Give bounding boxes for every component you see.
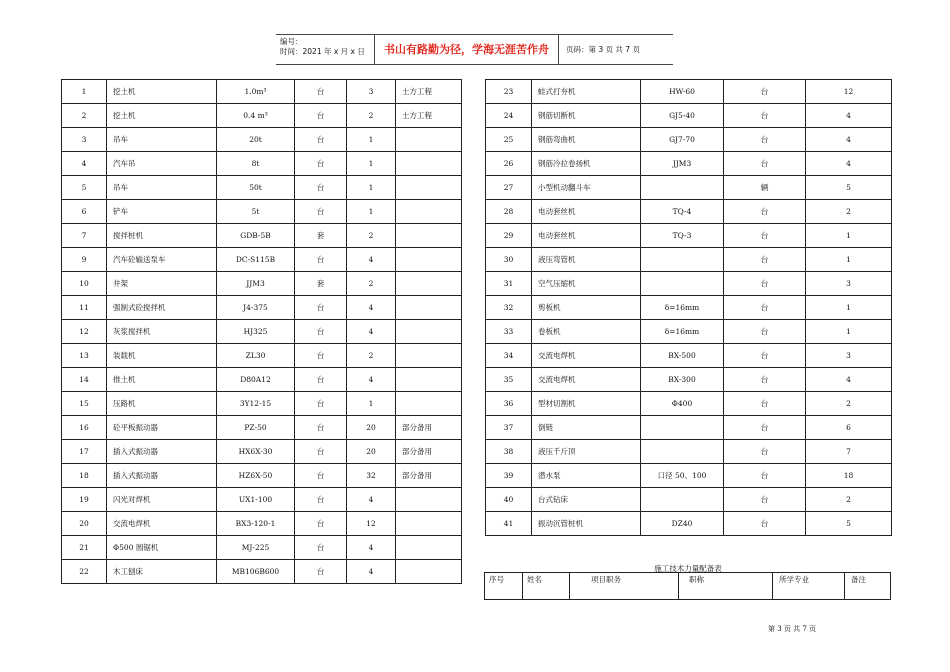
table-row	[62, 488, 462, 512]
model-cell: δ=16mm	[641, 296, 724, 320]
table-row	[62, 464, 462, 488]
table-row	[62, 296, 462, 320]
equipment-name-cell: 强制式砼搅拌机	[107, 296, 217, 320]
row-no-cell: 33	[486, 320, 532, 344]
row-no-cell: 35	[486, 368, 532, 392]
quantity-cell: 18	[806, 464, 892, 488]
model-cell: GDB-5B	[217, 224, 295, 248]
unit-cell: 台	[724, 272, 806, 296]
remark-cell	[396, 560, 462, 584]
table-row	[486, 344, 892, 368]
table-row	[486, 176, 892, 200]
equipment-name-cell: 型材切割机	[532, 392, 641, 416]
table-row	[62, 560, 462, 584]
equipment-table-right	[485, 79, 892, 536]
table-row	[62, 152, 462, 176]
table-row	[486, 440, 892, 464]
model-cell: 3Y12-15	[217, 392, 295, 416]
table-row	[486, 200, 892, 224]
equipment-name-cell: 砼平板振动器	[107, 416, 217, 440]
remark-cell	[396, 152, 462, 176]
row-no-cell: 9	[62, 248, 107, 272]
unit-cell: 台	[295, 488, 347, 512]
model-cell: HW-60	[641, 80, 724, 104]
table-row	[62, 176, 462, 200]
unit-cell: 台	[295, 152, 347, 176]
equipment-name-cell: 灰浆搅拌机	[107, 320, 217, 344]
staff-table-title: 施工技术力量配备表	[654, 564, 722, 573]
table-row	[62, 536, 462, 560]
equipment-name-cell: 台式钻床	[532, 488, 641, 512]
staff-header-title: 职称	[689, 575, 704, 584]
quantity-cell: 4	[806, 104, 892, 128]
model-cell: TQ-3	[641, 224, 724, 248]
table-row	[486, 296, 892, 320]
remark-cell	[396, 392, 462, 416]
quantity-cell: 3	[806, 344, 892, 368]
quantity-cell: 3	[347, 80, 396, 104]
equipment-name-cell: Φ500 圆锯机	[107, 536, 217, 560]
staff-header-remarks: 备注	[851, 575, 866, 584]
equipment-name-cell: 插入式振动器	[107, 440, 217, 464]
table-row	[486, 488, 892, 512]
row-no-cell: 24	[486, 104, 532, 128]
equipment-name-cell: 铲车	[107, 200, 217, 224]
table-row	[62, 224, 462, 248]
unit-cell: 套	[295, 224, 347, 248]
quantity-cell: 6	[806, 416, 892, 440]
equipment-table-left	[61, 79, 462, 584]
row-no-cell: 3	[62, 128, 107, 152]
model-cell: PZ-50	[217, 416, 295, 440]
unit-cell: 台	[295, 200, 347, 224]
unit-cell: 台	[724, 368, 806, 392]
unit-cell: 台	[295, 176, 347, 200]
remark-cell	[396, 248, 462, 272]
quantity-cell: 1	[347, 200, 396, 224]
row-no-cell: 22	[62, 560, 107, 584]
model-cell: 5t	[217, 200, 295, 224]
unit-cell: 台	[724, 416, 806, 440]
unit-cell: 台	[295, 536, 347, 560]
staff-header-role: 项目职务	[591, 575, 621, 584]
quantity-cell: 20	[347, 440, 396, 464]
unit-cell: 台	[724, 152, 806, 176]
equipment-name-cell: 木工刨床	[107, 560, 217, 584]
table-row	[62, 368, 462, 392]
staff-divider	[569, 573, 570, 599]
remark-cell	[396, 488, 462, 512]
quantity-cell: 1	[347, 152, 396, 176]
code-label: 编号：	[280, 37, 303, 46]
row-no-cell: 17	[62, 440, 107, 464]
quantity-cell: 1	[347, 176, 396, 200]
table-row	[62, 416, 462, 440]
quantity-cell: 4	[347, 536, 396, 560]
row-no-cell: 32	[486, 296, 532, 320]
equipment-name-cell: 小型机动翻斗车	[532, 176, 641, 200]
header-motto: 书山有路勤为径，学海无涯苦作舟	[375, 35, 559, 64]
row-no-cell: 30	[486, 248, 532, 272]
table-row	[486, 80, 892, 104]
quantity-cell: 3	[806, 272, 892, 296]
unit-cell: 台	[724, 464, 806, 488]
unit-cell: 台	[295, 512, 347, 536]
quantity-cell: 2	[806, 200, 892, 224]
row-no-cell: 38	[486, 440, 532, 464]
unit-cell: 台	[295, 344, 347, 368]
equipment-name-cell: 搅拌桩机	[107, 224, 217, 248]
equipment-name-cell: 钢筋冷拉卷扬机	[532, 152, 641, 176]
quantity-cell: 2	[347, 224, 396, 248]
row-no-cell: 6	[62, 200, 107, 224]
remark-cell: 部分备用	[396, 464, 462, 488]
model-cell: DZ40	[641, 512, 724, 536]
table-row	[62, 128, 462, 152]
row-no-cell: 11	[62, 296, 107, 320]
equipment-name-cell: 钢筋切断机	[532, 104, 641, 128]
equipment-name-cell: 汽车砼输送泵车	[107, 248, 217, 272]
unit-cell: 台	[724, 224, 806, 248]
unit-cell: 台	[295, 368, 347, 392]
unit-cell: 台	[724, 200, 806, 224]
row-no-cell: 1	[62, 80, 107, 104]
equipment-name-cell: 液压弯管机	[532, 248, 641, 272]
table-row	[62, 392, 462, 416]
table-row	[62, 200, 462, 224]
row-no-cell: 18	[62, 464, 107, 488]
model-cell	[641, 488, 724, 512]
remark-cell	[396, 272, 462, 296]
date-text: 时间：2021 年 x 月 x 日	[280, 47, 365, 56]
table-row	[486, 320, 892, 344]
table-row	[486, 104, 892, 128]
row-no-cell: 25	[486, 128, 532, 152]
row-no-cell: 41	[486, 512, 532, 536]
equipment-name-cell: 闪光对焊机	[107, 488, 217, 512]
equipment-name-cell: 交流电焊机	[107, 512, 217, 536]
row-no-cell: 21	[62, 536, 107, 560]
model-cell: JJM3	[217, 272, 295, 296]
quantity-cell: 4	[347, 296, 396, 320]
model-cell	[641, 176, 724, 200]
quantity-cell: 4	[347, 560, 396, 584]
row-no-cell: 29	[486, 224, 532, 248]
row-no-cell: 2	[62, 104, 107, 128]
remark-cell	[396, 224, 462, 248]
model-cell: 口径 50、100	[641, 464, 724, 488]
model-cell: BX3-120-1	[217, 512, 295, 536]
model-cell: 20t	[217, 128, 295, 152]
remark-cell	[396, 128, 462, 152]
remark-cell	[396, 512, 462, 536]
row-no-cell: 36	[486, 392, 532, 416]
row-no-cell: 19	[62, 488, 107, 512]
staff-header-no: 序号	[489, 575, 504, 584]
remark-cell	[396, 320, 462, 344]
header-page-info: 页码：第 3 页 共 7 页	[566, 45, 640, 54]
model-cell: 1.0m³	[217, 80, 295, 104]
model-cell: 8t	[217, 152, 295, 176]
equipment-name-cell: 插入式振动器	[107, 464, 217, 488]
equipment-name-cell: 潜水泵	[532, 464, 641, 488]
quantity-cell: 2	[806, 488, 892, 512]
table-row	[486, 128, 892, 152]
equipment-name-cell: 吊车	[107, 128, 217, 152]
row-no-cell: 7	[62, 224, 107, 248]
unit-cell: 台	[295, 128, 347, 152]
unit-cell: 台	[295, 560, 347, 584]
quantity-cell: 12	[806, 80, 892, 104]
equipment-name-cell: 交流电焊机	[532, 368, 641, 392]
quantity-cell: 32	[347, 464, 396, 488]
unit-cell: 台	[295, 320, 347, 344]
model-cell: ZL30	[217, 344, 295, 368]
staff-divider	[522, 573, 523, 599]
equipment-name-cell: 汽车吊	[107, 152, 217, 176]
table-row	[62, 248, 462, 272]
page-header	[276, 34, 673, 65]
row-no-cell: 5	[62, 176, 107, 200]
remark-cell: 土方工程	[396, 80, 462, 104]
table-row	[486, 224, 892, 248]
equipment-name-cell: 装载机	[107, 344, 217, 368]
table-row	[486, 392, 892, 416]
model-cell: 0.4 m³	[217, 104, 295, 128]
unit-cell: 台	[295, 104, 347, 128]
table-row	[62, 320, 462, 344]
quantity-cell: 4	[806, 368, 892, 392]
remark-cell	[396, 368, 462, 392]
row-no-cell: 26	[486, 152, 532, 176]
row-no-cell: 20	[62, 512, 107, 536]
quantity-cell: 7	[806, 440, 892, 464]
unit-cell: 台	[724, 248, 806, 272]
quantity-cell: 4	[347, 368, 396, 392]
equipment-name-cell: 挖土机	[107, 80, 217, 104]
unit-cell: 台	[724, 440, 806, 464]
row-no-cell: 16	[62, 416, 107, 440]
remark-cell	[396, 200, 462, 224]
remark-cell: 部分备用	[396, 416, 462, 440]
model-cell: UX1-100	[217, 488, 295, 512]
staff-header-name: 姓名	[527, 575, 542, 584]
model-cell: MJ-225	[217, 536, 295, 560]
quantity-cell: 2	[806, 392, 892, 416]
row-no-cell: 27	[486, 176, 532, 200]
unit-cell: 台	[295, 440, 347, 464]
quantity-cell: 4	[347, 320, 396, 344]
staff-divider	[678, 573, 679, 599]
quantity-cell: 1	[806, 248, 892, 272]
table-row	[62, 344, 462, 368]
table-row	[62, 104, 462, 128]
table-row	[486, 416, 892, 440]
staff-table	[484, 572, 891, 600]
model-cell: J4-375	[217, 296, 295, 320]
model-cell: HZ6X-50	[217, 464, 295, 488]
quantity-cell: 5	[806, 512, 892, 536]
table-row	[62, 80, 462, 104]
row-no-cell: 15	[62, 392, 107, 416]
equipment-name-cell: 振动沉管桩机	[532, 512, 641, 536]
model-cell: TQ-4	[641, 200, 724, 224]
equipment-name-cell: 剪板机	[532, 296, 641, 320]
model-cell: BX-300	[641, 368, 724, 392]
row-no-cell: 13	[62, 344, 107, 368]
table-row	[486, 152, 892, 176]
table-row	[486, 248, 892, 272]
unit-cell: 台	[295, 416, 347, 440]
header-meta	[276, 35, 375, 64]
equipment-name-cell: 井架	[107, 272, 217, 296]
remark-cell: 土方工程	[396, 104, 462, 128]
table-row	[62, 272, 462, 296]
unit-cell: 台	[724, 488, 806, 512]
unit-cell: 台	[295, 392, 347, 416]
model-cell: HX6X-30	[217, 440, 295, 464]
model-cell	[641, 440, 724, 464]
model-cell: HJ325	[217, 320, 295, 344]
quantity-cell: 2	[347, 344, 396, 368]
row-no-cell: 14	[62, 368, 107, 392]
equipment-name-cell: 交流电焊机	[532, 344, 641, 368]
equipment-name-cell: 卷板机	[532, 320, 641, 344]
unit-cell: 台	[724, 296, 806, 320]
remark-cell	[396, 296, 462, 320]
remark-cell: 部分备用	[396, 440, 462, 464]
quantity-cell: 1	[806, 320, 892, 344]
quantity-cell: 2	[347, 104, 396, 128]
table-row	[486, 368, 892, 392]
row-no-cell: 10	[62, 272, 107, 296]
row-no-cell: 23	[486, 80, 532, 104]
equipment-name-cell: 倒链	[532, 416, 641, 440]
unit-cell: 台	[295, 248, 347, 272]
model-cell: GJ7-70	[641, 128, 724, 152]
model-cell: Φ400	[641, 392, 724, 416]
row-no-cell: 39	[486, 464, 532, 488]
model-cell: DC-S115B	[217, 248, 295, 272]
table-row	[486, 272, 892, 296]
model-cell	[641, 248, 724, 272]
staff-divider	[844, 573, 845, 599]
model-cell: GJ5-40	[641, 104, 724, 128]
unit-cell: 台	[724, 320, 806, 344]
equipment-name-cell: 压路机	[107, 392, 217, 416]
row-no-cell: 4	[62, 152, 107, 176]
model-cell: BX-500	[641, 344, 724, 368]
unit-cell: 台	[724, 344, 806, 368]
row-no-cell: 31	[486, 272, 532, 296]
unit-cell: 台	[724, 392, 806, 416]
row-no-cell: 34	[486, 344, 532, 368]
unit-cell: 套	[295, 272, 347, 296]
equipment-name-cell: 电动套丝机	[532, 200, 641, 224]
equipment-name-cell: 吊车	[107, 176, 217, 200]
model-cell	[641, 416, 724, 440]
model-cell: 50t	[217, 176, 295, 200]
staff-divider	[772, 573, 773, 599]
table-row	[62, 512, 462, 536]
unit-cell: 台	[724, 104, 806, 128]
remark-cell	[396, 536, 462, 560]
staff-header-major: 所学专业	[779, 575, 809, 584]
table-row	[486, 464, 892, 488]
quantity-cell: 12	[347, 512, 396, 536]
quantity-cell: 4	[347, 488, 396, 512]
model-cell: JJM3	[641, 152, 724, 176]
equipment-name-cell: 挖土机	[107, 104, 217, 128]
equipment-name-cell: 钢筋弯曲机	[532, 128, 641, 152]
model-cell: δ=16mm	[641, 320, 724, 344]
model-cell	[641, 272, 724, 296]
quantity-cell: 1	[806, 296, 892, 320]
unit-cell: 台	[724, 128, 806, 152]
row-no-cell: 37	[486, 416, 532, 440]
model-cell: MB106B600	[217, 560, 295, 584]
table-row	[486, 512, 892, 536]
quantity-cell: 5	[806, 176, 892, 200]
table-row	[62, 440, 462, 464]
unit-cell: 台	[295, 80, 347, 104]
equipment-name-cell: 液压千斤顶	[532, 440, 641, 464]
page-footer: 第 3 页 共 7 页	[768, 625, 817, 633]
equipment-name-cell: 蛙式打夯机	[532, 80, 641, 104]
quantity-cell: 4	[806, 152, 892, 176]
equipment-name-cell: 电动套丝机	[532, 224, 641, 248]
unit-cell: 台	[295, 464, 347, 488]
unit-cell: 辆	[724, 176, 806, 200]
quantity-cell: 1	[347, 392, 396, 416]
remark-cell	[396, 344, 462, 368]
quantity-cell: 1	[347, 128, 396, 152]
unit-cell: 台	[724, 512, 806, 536]
model-cell: D80A12	[217, 368, 295, 392]
quantity-cell: 20	[347, 416, 396, 440]
row-no-cell: 28	[486, 200, 532, 224]
row-no-cell: 12	[62, 320, 107, 344]
quantity-cell: 2	[347, 272, 396, 296]
row-no-cell: 40	[486, 488, 532, 512]
unit-cell: 台	[724, 80, 806, 104]
equipment-name-cell: 推土机	[107, 368, 217, 392]
unit-cell: 台	[295, 296, 347, 320]
remark-cell	[396, 176, 462, 200]
equipment-name-cell: 空气压缩机	[532, 272, 641, 296]
quantity-cell: 4	[806, 128, 892, 152]
quantity-cell: 4	[347, 248, 396, 272]
quantity-cell: 1	[806, 224, 892, 248]
